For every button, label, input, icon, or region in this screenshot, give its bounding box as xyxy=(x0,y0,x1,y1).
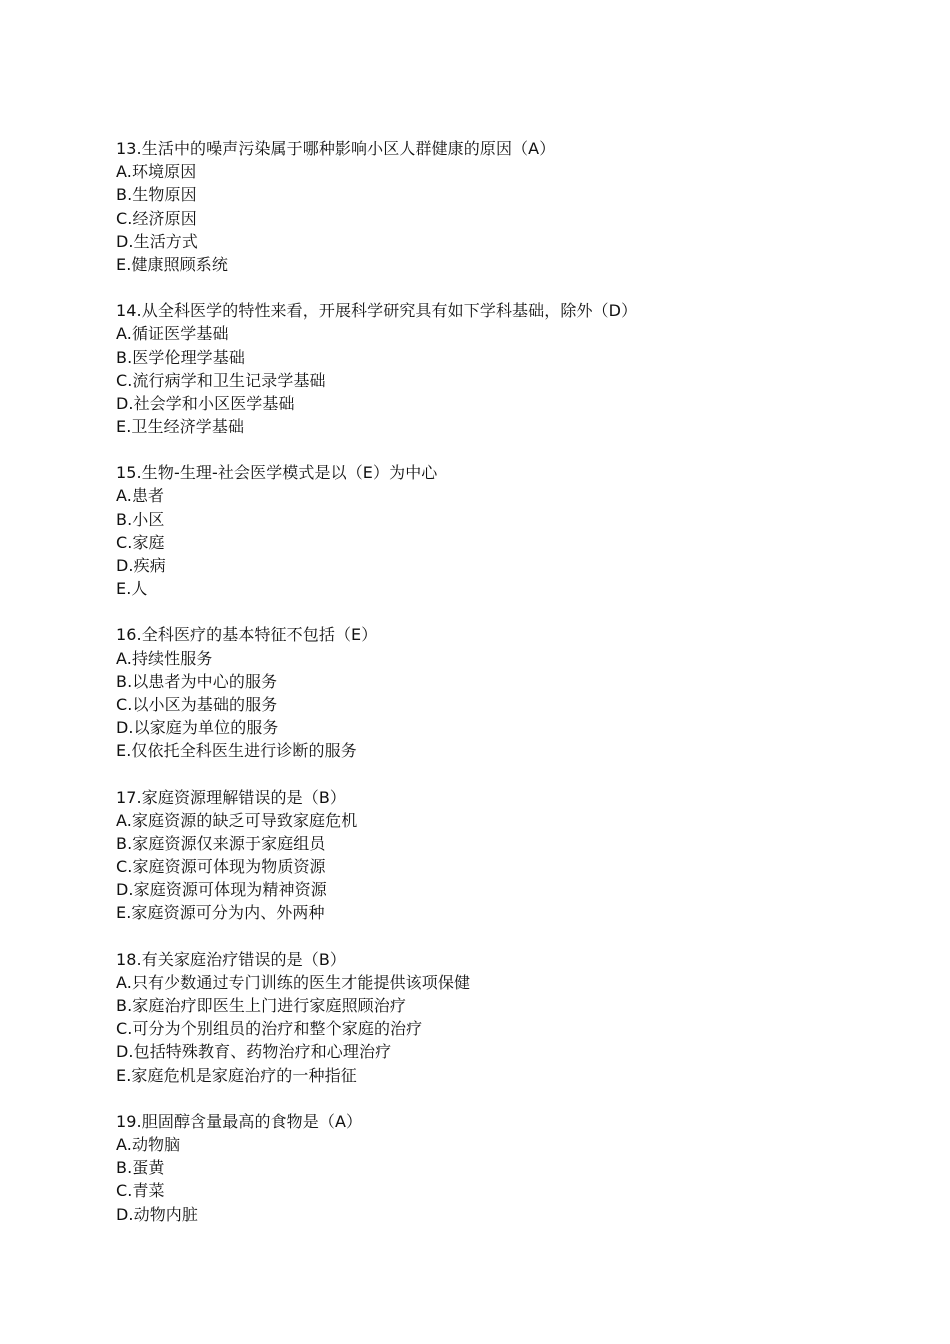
option-d: D.家庭资源可体现为精神资源 xyxy=(116,880,327,900)
question-stem: 18.有关家庭治疗错误的是（B） xyxy=(116,949,347,969)
option-a: A.只有少数通过专门训练的医生才能提供该项保健 xyxy=(116,972,471,992)
question-17 xyxy=(116,786,896,925)
question-stem: 17.家庭资源理解错误的是（B） xyxy=(116,787,347,807)
option-c: C.青菜 xyxy=(116,1181,165,1201)
option-c: C.经济原因 xyxy=(116,208,197,228)
option-e: E.人 xyxy=(116,579,148,599)
question-13 xyxy=(116,137,896,276)
option-b: B.医学伦理学基础 xyxy=(116,347,245,367)
question-stem: 13.生活中的噪声污染属于哪种影响小区人群健康的原因（A） xyxy=(116,139,556,158)
question-stem: 15.生物-生理-社会医学模式是以（E）为中心 xyxy=(116,463,438,483)
option-b: B.蛋黄 xyxy=(116,1158,165,1178)
option-d: D.包括特殊教育、药物治疗和心理治疗 xyxy=(116,1042,392,1062)
option-a: A.动物脑 xyxy=(116,1134,181,1154)
document-page xyxy=(116,137,896,1249)
option-d: D.动物内脏 xyxy=(116,1204,199,1224)
option-a: A.循证医学基础 xyxy=(116,324,229,344)
question-18 xyxy=(116,948,896,1087)
question-15 xyxy=(116,461,896,600)
question-stem: 14.从全科医学的特性来看，开展科学研究具有如下学科基础，除外（D） xyxy=(116,301,638,321)
option-e: E.家庭危机是家庭治疗的一种指征 xyxy=(116,1065,357,1085)
option-d: D.疾病 xyxy=(116,556,166,575)
option-b: B.家庭资源仅来源于家庭组员 xyxy=(116,833,326,853)
option-c: C.家庭资源可体现为物质资源 xyxy=(116,857,326,877)
option-c: C.可分为个别组员的治疗和整个家庭的治疗 xyxy=(116,1019,423,1039)
option-e: E.卫生经济学基础 xyxy=(116,417,245,437)
option-b: B.家庭治疗即医生上门进行家庭照顾治疗 xyxy=(116,996,406,1015)
question-16 xyxy=(116,623,896,762)
option-a: A.环境原因 xyxy=(116,162,197,182)
question-stem: 19.胆固醇含量最高的食物是（A） xyxy=(116,1111,363,1131)
option-d: D.社会学和小区医学基础 xyxy=(116,393,295,413)
option-e: E.家庭资源可分为内、外两种 xyxy=(116,903,325,923)
option-e: E.仅依托全科医生进行诊断的服务 xyxy=(116,741,357,761)
option-a: A.家庭资源的缺乏可导致家庭危机 xyxy=(116,810,358,830)
option-b: B.生物原因 xyxy=(116,185,197,205)
option-a: A.患者 xyxy=(116,486,165,506)
option-c: C.家庭 xyxy=(116,532,165,552)
option-d: D.以家庭为单位的服务 xyxy=(116,718,279,738)
question-stem: 16.全科医疗的基本特征不包括（E） xyxy=(116,625,378,645)
option-a: A.持续性服务 xyxy=(116,648,213,668)
question-19 xyxy=(116,1110,896,1226)
option-d: D.生活方式 xyxy=(116,231,199,251)
option-e: E.健康照顾系统 xyxy=(116,254,228,274)
question-14 xyxy=(116,299,896,438)
option-b: B.小区 xyxy=(116,509,165,529)
option-b: B.以患者为中心的服务 xyxy=(116,671,278,691)
option-c: C.以小区为基础的服务 xyxy=(116,694,278,714)
option-c: C.流行病学和卫生记录学基础 xyxy=(116,370,326,390)
